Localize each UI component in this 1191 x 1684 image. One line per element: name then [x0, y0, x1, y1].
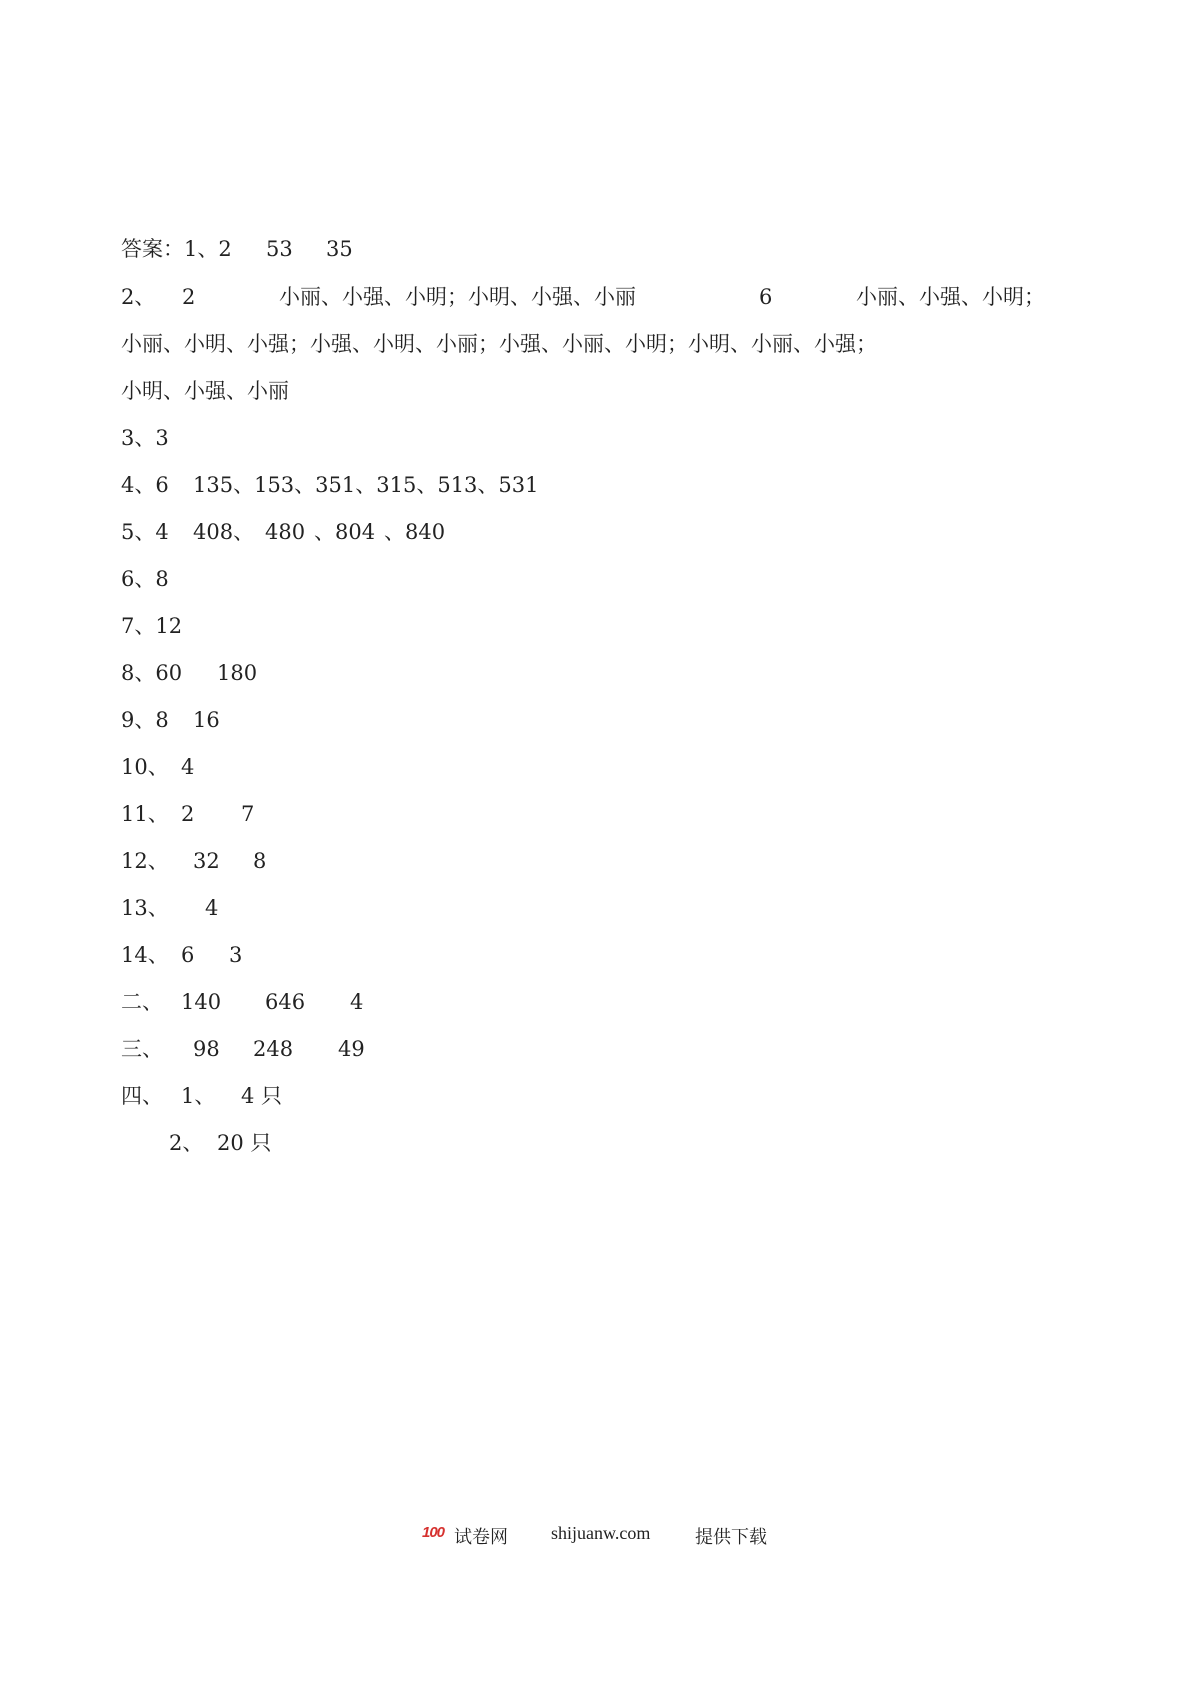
answer-row-10-a: 4	[181, 755, 195, 779]
answer-row-2-d: 小丽、小强、小明；	[856, 285, 1045, 309]
answer-row-14-b: 3	[229, 943, 243, 967]
answer-row-7: 7、12	[121, 614, 183, 638]
answer-row-2-b: 小丽、小强、小明；小明、小强、小丽	[279, 285, 636, 309]
site-logo-text: 试卷网	[454, 1527, 508, 1548]
answer-row-1-b: 35	[326, 237, 353, 261]
answer-section-3-b: 248	[253, 1037, 294, 1061]
answer-row-2-c: 6	[759, 285, 773, 309]
answer-row-1-a: 53	[266, 237, 293, 261]
answer-row-11-b: 7	[241, 802, 255, 826]
answer-row-13-label: 13、	[121, 896, 169, 920]
answer-section-2-label: 二、	[121, 990, 163, 1014]
answer-row-12-b: 8	[253, 849, 267, 873]
answer-row-4-label: 4、6	[121, 473, 169, 497]
answer-row-14-a: 6	[181, 943, 195, 967]
answer-row-8-a: 180	[217, 661, 258, 685]
page-footer	[0, 1521, 1191, 1551]
answer-row-1-label: 答案：1、2	[121, 237, 232, 261]
answer-section-4-item-2-label: 2、	[169, 1131, 204, 1155]
provide-download-text: 提供下载	[695, 1527, 767, 1548]
answer-row-3: 3、3	[121, 426, 169, 450]
answer-row-13-a: 4	[205, 896, 219, 920]
answer-row-6: 6、8	[121, 567, 169, 591]
answer-row-12-label: 12、	[121, 849, 169, 873]
answer-section-2-c: 4	[350, 990, 364, 1014]
answer-row-9-a: 16	[193, 708, 220, 732]
answer-section-4-a: 1、	[181, 1084, 216, 1108]
answer-section-4-label: 四、	[121, 1084, 163, 1108]
answer-section-2-b: 646	[265, 990, 306, 1014]
answer-row-11-a: 2	[181, 802, 195, 826]
site-logo: 100	[422, 1524, 445, 1541]
answer-section-4-item-2-a: 20 只	[217, 1131, 272, 1155]
answer-section-3-a: 98	[193, 1037, 220, 1061]
answer-row-2-continued-1: 小丽、小明、小强；小强、小明、小丽；小强、小丽、小明；小明、小丽、小强；	[121, 332, 877, 356]
answer-row-5-b: 480	[265, 520, 306, 544]
site-url[interactable]: shijuanw.com	[551, 1523, 651, 1543]
answer-row-2-continued-2: 小明、小强、小丽	[121, 379, 289, 403]
answer-section-2-a: 140	[181, 990, 222, 1014]
answer-row-11-label: 11、	[121, 802, 169, 826]
answer-section-3-c: 49	[338, 1037, 365, 1061]
answer-row-12-a: 32	[193, 849, 220, 873]
answer-row-5-d: 、840	[384, 520, 446, 544]
answer-row-2-a: 2	[182, 285, 196, 309]
answer-row-10-label: 10、	[121, 755, 169, 779]
answer-row-5-c: 、804	[314, 520, 376, 544]
answer-section-3-label: 三、	[121, 1037, 163, 1061]
answer-row-14-label: 14、	[121, 943, 169, 967]
answer-section-4-b: 4 只	[241, 1084, 283, 1108]
answer-row-5-a: 408、	[193, 520, 255, 544]
answer-row-8-label: 8、60	[121, 661, 183, 685]
answer-row-2-label: 2、	[121, 285, 156, 309]
answer-row-9-label: 9、8	[121, 708, 169, 732]
answer-row-5-label: 5、4	[121, 520, 169, 544]
answer-row-4-a: 135、153、351、315、513、531	[193, 473, 539, 497]
